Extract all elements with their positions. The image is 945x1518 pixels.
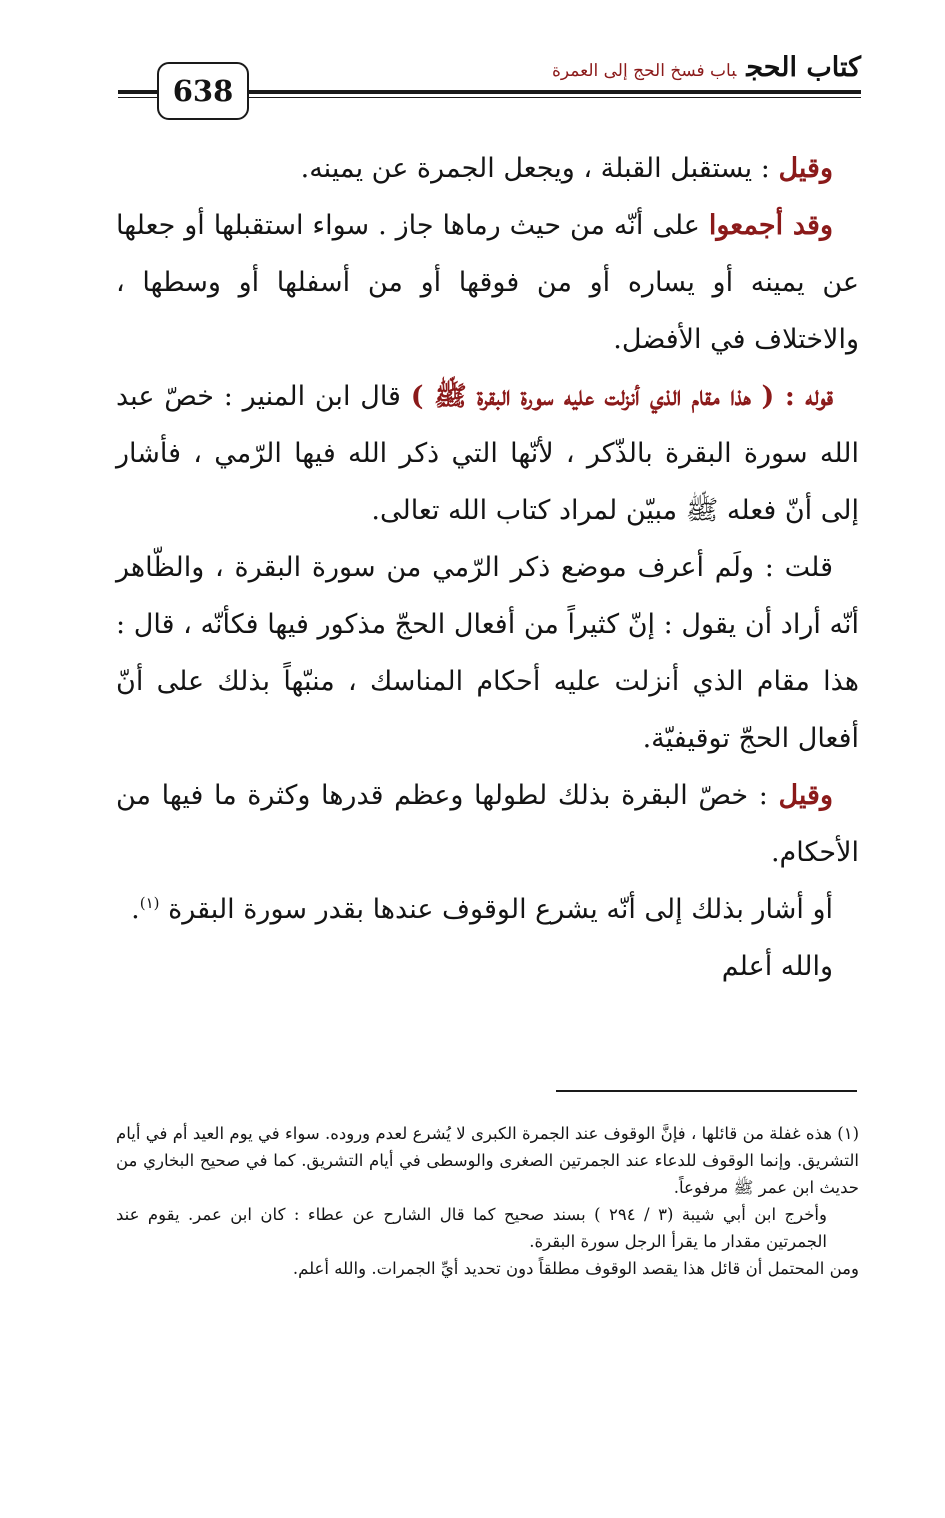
paragraph-text: : خصّ البقرة بذلك لطولها وعظم قدرها وكثرة ما فيها من الأحكام.: [116, 780, 859, 868]
main-text: [116, 140, 859, 995]
paragraph-end: .: [131, 894, 140, 925]
page-header: [0, 0, 945, 125]
book-title: كتاب الحج: [746, 52, 861, 83]
footnote-line: (١) هذه غفلة من قائلها ، فإنَّ الوقوف عند الجمرة الكبرى لا يُشرع لعدم وروده. سواء في يوم العيد أم في أيام التشريق. وإنما الوقوف للدعاء عند الجمرتين الصغرى والوسطى في أيام التشريق. كما في صحيح البخاري من حديث ابن عمر ﷺ مرفوعاً.: [116, 1124, 859, 1197]
chapter-title: باب فسخ الحج إلى العمرة: [552, 61, 737, 81]
paragraph: [116, 197, 859, 368]
paragraph-text: : يستقبل القبلة ، ويجعل الجمرة عن يمينه.: [300, 153, 779, 184]
highlight-lead: وقيل: [778, 153, 833, 184]
paragraph-text: قال ابن المنير : خصّ عبد الله سورة البقرة بالذّكر ، لأنّها التي ذكر الله فيها الرّمي ، فأشار إلى أنّ فعله ﷺ مبيّن لمراد كتاب الله تعالى.: [116, 381, 859, 526]
highlight-lead: وقد أجمعوا: [708, 210, 833, 241]
highlight-lead: وقيل: [778, 780, 833, 811]
footnote-line: وأخرج ابن أبي شيبة (٣ / ٢٩٤ ) بسند صحيح كما قال الشارح عن عطاء : كان ابن عمر. يقوم عند الجمرتين مقدار ما يقرأ الرجل سورة البقرة.: [116, 1205, 827, 1251]
footnote-ref[interactable]: (١): [139, 894, 160, 912]
footnote-line: ومن المحتمل أن قائل هذا يقصد الوقوف مطلقاً دون تحديد أيِّ الجمرات. والله أعلم.: [292, 1259, 859, 1278]
paragraph: [116, 539, 859, 767]
footnote: [116, 1120, 859, 1282]
paragraph: [116, 368, 859, 539]
page-number: 638: [157, 62, 249, 120]
paragraph: [116, 767, 859, 881]
paragraph-text: قلت : ولَم أعرف موضع ذكر الرّمي من سورة البقرة ، والظّاهر أنّه أراد أن يقول : إنّ كثيراً من أفعال الحجّ مذكور فيها فكأنّه ، قال : هذا مقام الذي أنزلت عليه أحكام المناسك ، منبّهاً بذلك على أنّ أفعال الحجّ توقيفيّة.: [116, 552, 859, 754]
highlight-lead: قوله : ( هذا مقام الذي أنزلت عليه سورة البقرة ﷺ ): [410, 381, 833, 412]
paragraph-text: والله أعلم: [721, 951, 833, 982]
paragraph: [116, 938, 859, 995]
paragraph-text: أو أشار بذلك إلى أنّه يشرع الوقوف عندها بقدر سورة البقرة: [168, 894, 833, 925]
paragraph-text: على أنّه من حيث رماها جاز . سواء استقبلها أو جعلها عن يمينه أو يساره أو من فوقها أو من أسفلها أو وسطها ، والاختلاف في الأفضل.: [116, 210, 859, 355]
footnote-separator: [556, 1090, 857, 1092]
running-title: [552, 50, 861, 89]
paragraph: [116, 140, 859, 197]
paragraph: [116, 881, 859, 938]
